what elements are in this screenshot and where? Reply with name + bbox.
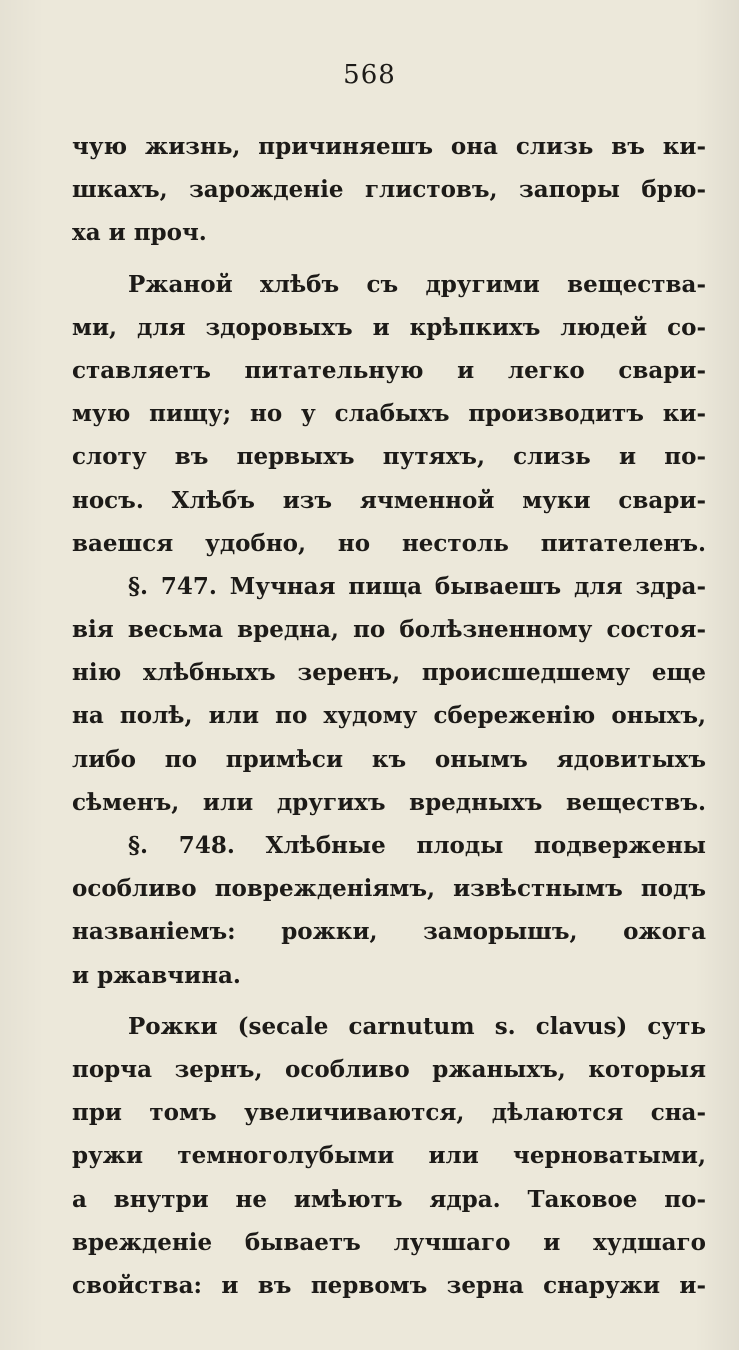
text-line: ружи темноголубыми или черноватыми, xyxy=(72,1142,706,1170)
text-line: свойства: и въ первомъ зерна снаружи и- xyxy=(72,1271,706,1299)
text-line: особливо поврежденіямъ, извѣстнымъ подъ xyxy=(72,875,706,903)
text-line: ставляетъ питательную и легко свари- xyxy=(72,356,706,384)
text-line: названіемъ: рожки, заморышъ, ожога xyxy=(72,918,706,946)
text-line: и ржавчина. xyxy=(72,961,241,989)
text-line: на полѣ, или по худому сбереженію оныхъ, xyxy=(72,702,706,730)
page-number: 568 xyxy=(343,60,396,90)
section-747-first-line: §. 747. Мучная пища бываешъ для здра- xyxy=(128,572,706,600)
text-line: ха и проч. xyxy=(72,219,207,247)
text-line: при томъ увеличиваются, дѣлаются сна- xyxy=(72,1099,706,1127)
text-line: ваешся удобно, но нестоль питателенъ. xyxy=(72,529,706,557)
paragraph-first-line: Ржаной хлѣбъ съ другими веществa- xyxy=(128,270,706,298)
text-line: чую жизнь, причиняешъ она слизь въ ки- xyxy=(72,133,706,160)
text-line: слоту въ первыхъ путяхъ, слизь и по- xyxy=(72,443,706,471)
text-line: сѣменъ, или другихъ вредныхъ веществъ. xyxy=(72,788,706,816)
text-line: носъ. Хлѣбъ изъ ячменной муки свари- xyxy=(72,486,706,514)
body-text xyxy=(72,125,706,1307)
text-line: а внутри не имѣютъ ядра. Таковое по- xyxy=(72,1185,706,1213)
section-748-first-line: §. 748. Хлѣбные плоды подвержены xyxy=(128,832,706,859)
text-line: шкахъ, зарожденіе глистовъ, запоры брю- xyxy=(72,176,706,204)
text-line: мую пищу; но у слабыхъ производитъ ки- xyxy=(72,400,706,428)
text-line: вія весьма вредна, по болѣзненному состоя- xyxy=(72,616,706,644)
text-line: либо по примѣси къ онымъ ядовитыхъ xyxy=(72,745,706,773)
text-line: нію хлѣбныхъ зеренъ, происшедшему еще xyxy=(72,659,706,687)
text-line: врежденіе бываетъ лучшаго и худшаго xyxy=(72,1228,706,1256)
text-line: порча зернъ, особливо ржаныхъ, которыя xyxy=(72,1055,706,1083)
paragraph-first-line: Рожки (secale carnutum s. clavus) суть xyxy=(128,1012,706,1040)
text-line: ми, для здоровыхъ и крѣпкихъ людей со- xyxy=(72,313,706,341)
